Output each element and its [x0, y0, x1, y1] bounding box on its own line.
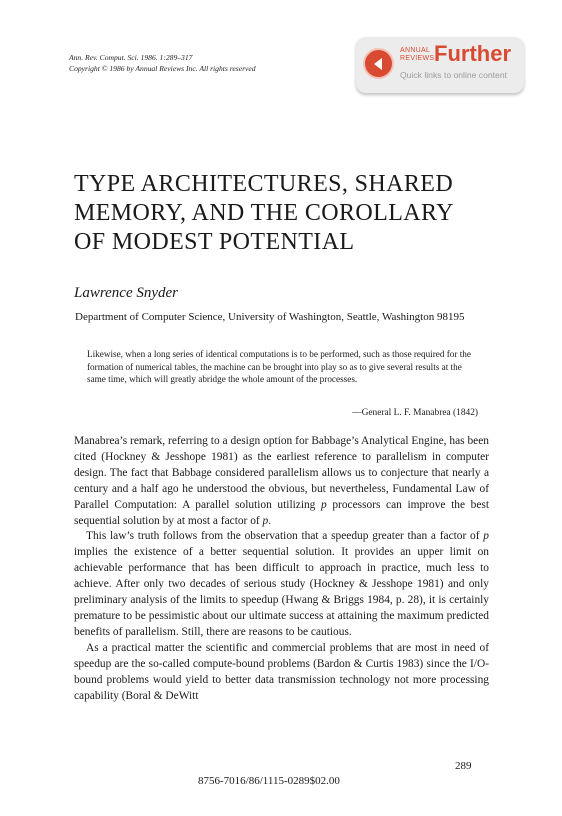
journal-citation [69, 52, 256, 74]
annual-label: ANNUAL [400, 47, 431, 54]
annual-reviews-further-badge[interactable] [356, 37, 524, 93]
annual-reviews-wordmark [400, 47, 434, 62]
article-code: 8756-7016/86/1115-0289$02.00 [198, 775, 340, 787]
article-title [74, 170, 514, 257]
page-number: 289 [455, 760, 472, 772]
citation-line-2: Copyright © 1986 by Annual Reviews Inc. All rights reserved [69, 64, 256, 73]
author-affiliation: Department of Computer Science, University of Washington, Seattle, Washington 98195 [75, 311, 465, 323]
citation-line-1: Ann. Rev. Comput. Sci. 1986. 1:289–317 [69, 53, 193, 62]
title-line-1: TYPE ARCHITECTURES, SHARED [74, 171, 454, 197]
article-body [74, 434, 489, 704]
further-label: Further [434, 41, 511, 66]
body-paragraph-1: Manabrea’s remark, referring to a design option for Babbage’s Analytical Engine, has been cited (Hockney & Jesshope 1981) as the earliest reference to parallelism in computer design. The fact that Babbage considered parallelism allows us to conjecture that nearly a century and a half ago he understood the obvious, but nevertheless, Fundamental Law of Parallel Computation: A parallel solution utilizing p processors can improve the best sequential solution by at most a factor of p. [74, 435, 489, 527]
epigraph-quote: Likewise, when a long series of identical computations is to be performed, such as those required for the formation of numerical tables, the machine can be brought into play so as to give several results at the same time, which will greatly abridge the whole amount of the processes. [87, 349, 471, 384]
body-paragraph-2: This law’s truth follows from the observation that a speedup greater than a factor of p implies the existence of a better sequential solution. It provides an upper limit on achievable performance that has been difficult to approach in practice, much less to achieve. After only two decades of serious study (Hockney & Jesshope 1981) and only preliminary analysis of the limits to speedup (Hwang & Briggs 1984, p. 28), it is certainly premature to be pessimistic about our ultimate success at attaining the maximum predicted benefits of parallelism. Still, there are reasons to be cautious. [74, 530, 489, 638]
author-name: Lawrence Snyder [74, 285, 179, 301]
epigraph-attribution: —General L. F. Manabrea (1842) [352, 408, 478, 418]
play-arrow-icon [363, 48, 394, 79]
title-line-3: OF MODEST POTENTIAL [74, 229, 355, 255]
body-paragraph-3: As a practical matter the scientific and commercial problems that are most in need of speedup are the so-called compute-bound problems (Bardon & Curtis 1983) since the I/O-bound problems would yield to better data transmission technology not more processing capability (Boral & DeWitt [74, 641, 489, 702]
title-line-2: MEMORY, AND THE COROLLARY [74, 200, 454, 226]
reviews-label: REVIEWS [400, 54, 435, 62]
quick-links-label[interactable]: Quick links to online content [400, 70, 508, 80]
